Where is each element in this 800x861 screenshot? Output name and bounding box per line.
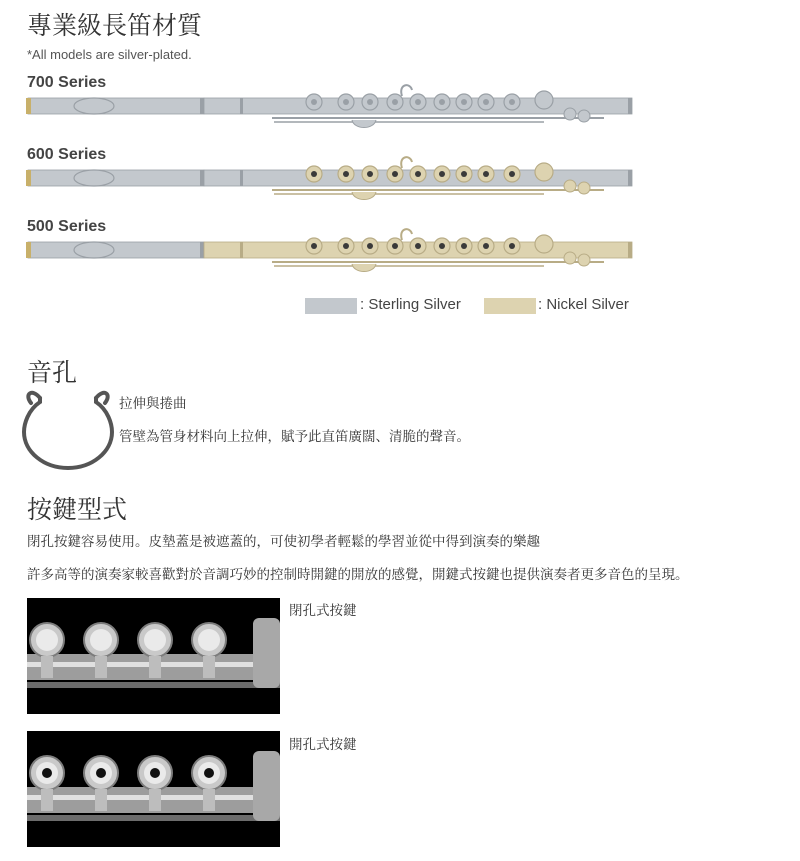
- key-pad-cover: [36, 629, 58, 651]
- body-ring: [240, 170, 243, 186]
- footjoint-key: [535, 163, 553, 181]
- key-center: [439, 171, 445, 177]
- tenon-ring: [200, 242, 204, 258]
- key-center: [483, 243, 489, 249]
- foot-end: [628, 170, 632, 186]
- series-label-700: 700 Series: [27, 74, 107, 91]
- closed-hole-key-label: 閉孔式按鍵: [289, 603, 357, 619]
- open-hole: [42, 768, 52, 778]
- headjoint: [28, 242, 204, 258]
- key-center: [483, 99, 489, 105]
- key-post: [149, 789, 161, 811]
- key-center: [509, 171, 515, 177]
- key-center: [509, 243, 515, 249]
- crown-cap: [26, 98, 31, 114]
- key-center: [311, 243, 317, 249]
- materials-title: 專業級長笛材質: [27, 11, 203, 40]
- thumb-key: [352, 264, 376, 272]
- body-ring: [240, 98, 243, 114]
- key-center: [461, 99, 467, 105]
- key-rod: [27, 682, 280, 688]
- legend-swatch-sterling: [305, 298, 357, 314]
- tenon-ring: [200, 170, 204, 186]
- key-pad-cover: [144, 629, 166, 651]
- key-center: [311, 99, 317, 105]
- lever: [401, 229, 412, 240]
- lever: [401, 85, 412, 96]
- key-post: [95, 789, 107, 811]
- roller-key: [564, 180, 576, 192]
- lip-plate: [74, 170, 114, 186]
- key-center: [392, 171, 398, 177]
- headjoint: [28, 170, 204, 186]
- roller-key: [564, 252, 576, 264]
- thumb-key: [352, 192, 376, 200]
- lever: [401, 157, 412, 168]
- legend-label-nickel: : Nickel Silver: [538, 296, 629, 313]
- key-center: [415, 171, 421, 177]
- key-pad-cover: [90, 629, 112, 651]
- open-hole: [204, 768, 214, 778]
- open-hole-key-label: 開孔式按鍵: [289, 737, 357, 753]
- roller-key: [578, 254, 590, 266]
- key-center: [392, 99, 398, 105]
- body-ring: [240, 242, 243, 258]
- footjoint-key: [535, 235, 553, 253]
- key-post: [149, 656, 161, 678]
- legend-label-sterling: : Sterling Silver: [360, 296, 461, 313]
- roller-key: [578, 182, 590, 194]
- key-center: [343, 171, 349, 177]
- key-center: [367, 99, 373, 105]
- key-post: [95, 656, 107, 678]
- open-hole: [150, 768, 160, 778]
- lip-plate: [74, 242, 114, 258]
- flute-700-image: [24, 82, 636, 132]
- tone-hole-diagram: [22, 388, 114, 472]
- key-type-line-1: 閉孔按鍵容易使用。皮墊蓋是被遮蓋的，可使初學者輕鬆的學習並從中得到演奏的樂趣: [27, 534, 540, 550]
- series-label-500: 500 Series: [27, 218, 107, 235]
- tenon-ring: [200, 98, 204, 114]
- lip-plate: [74, 98, 114, 114]
- key-post: [203, 656, 215, 678]
- headjoint: [28, 98, 204, 114]
- key-center: [311, 171, 317, 177]
- open-hole-key-photo: [27, 731, 280, 847]
- key-center: [367, 243, 373, 249]
- key-type-line-2: 許多高等的演奏家較喜歡對於音調巧妙的控制時開鍵的開放的感覺，開鍵式按鍵也提供演奏者更多音色的呈現。: [27, 567, 689, 583]
- crown-cap: [26, 170, 31, 186]
- key-type-title: 按鍵型式: [27, 495, 128, 524]
- key-post: [203, 789, 215, 811]
- tone-hole-title: 音孔: [27, 358, 78, 387]
- key-pad-cover: [198, 629, 220, 651]
- key-center: [343, 243, 349, 249]
- series-label-600: 600 Series: [27, 146, 107, 163]
- key-rod: [27, 815, 280, 821]
- tone-hole-description: 管壁為管身材料向上拉伸，賦予此直笛廣闊、清脆的聲音。: [119, 429, 470, 445]
- right-hand-keys: [253, 618, 280, 688]
- tone-hole-subtitle: 拉伸與捲曲: [119, 396, 187, 412]
- right-hand-keys: [253, 751, 280, 821]
- silver-plated-note: *All models are silver-plated.: [27, 47, 192, 62]
- key-center: [439, 99, 445, 105]
- key-center: [483, 171, 489, 177]
- key-post: [41, 656, 53, 678]
- thumb-key: [352, 120, 376, 128]
- key-post: [41, 789, 53, 811]
- key-center: [461, 171, 467, 177]
- roller-key: [578, 110, 590, 122]
- key-center: [367, 171, 373, 177]
- key-center: [509, 99, 515, 105]
- closed-hole-key-photo: [27, 598, 280, 714]
- flute-600-image: [24, 154, 636, 204]
- foot-end: [628, 98, 632, 114]
- footjoint-key: [535, 91, 553, 109]
- foot-end: [628, 242, 632, 258]
- key-center: [343, 99, 349, 105]
- key-center: [461, 243, 467, 249]
- flute-500-image: [24, 226, 636, 276]
- roller-key: [564, 108, 576, 120]
- key-center: [439, 243, 445, 249]
- key-center: [415, 99, 421, 105]
- legend-swatch-nickel: [484, 298, 536, 314]
- key-center: [415, 243, 421, 249]
- open-hole: [96, 768, 106, 778]
- key-center: [392, 243, 398, 249]
- crown-cap: [26, 242, 31, 258]
